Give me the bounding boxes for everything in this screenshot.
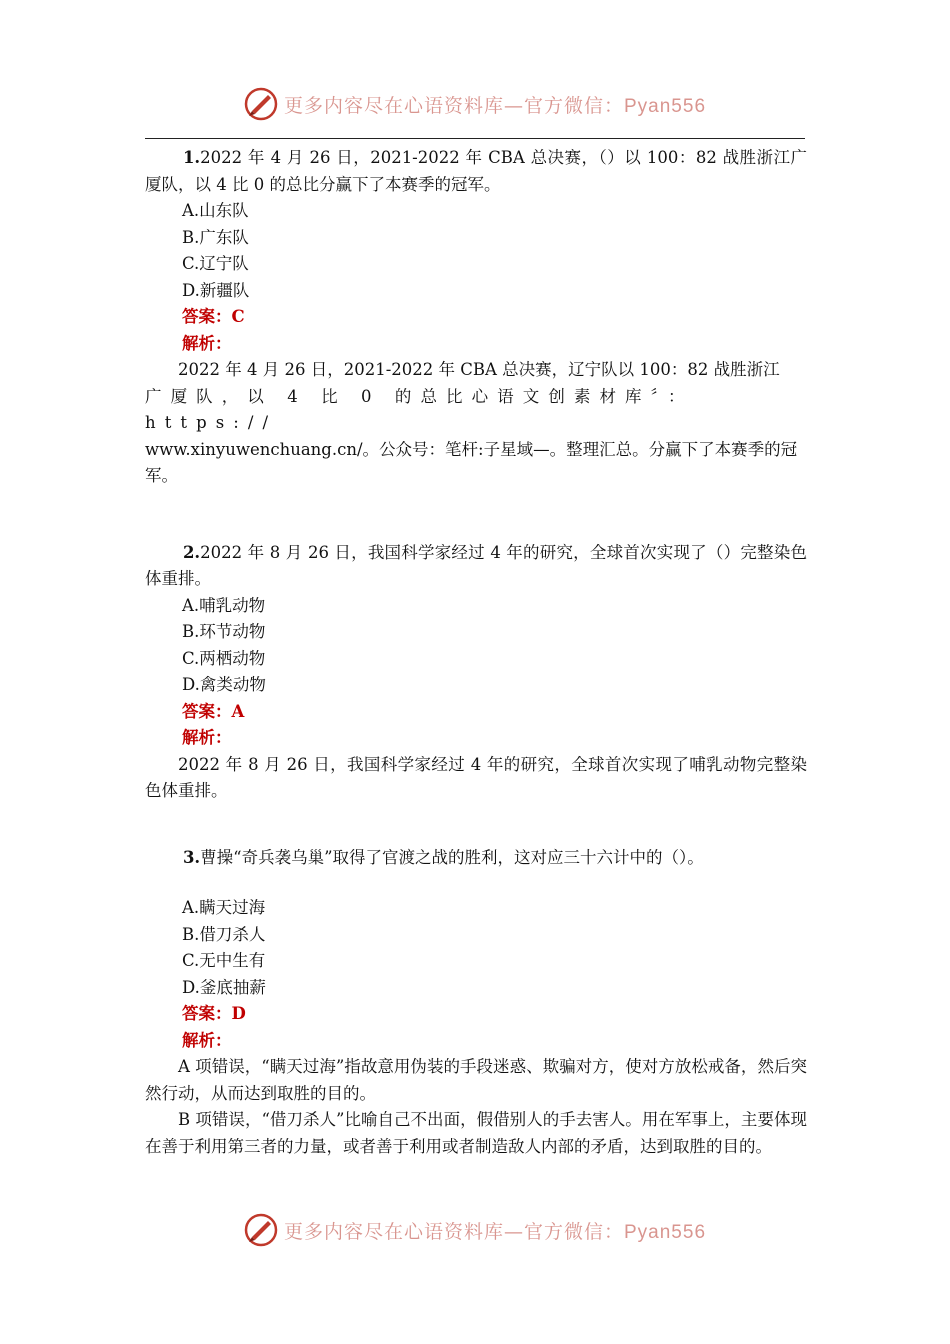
option-b: B.环节动物	[182, 622, 266, 641]
option-c: C.两栖动物	[182, 648, 266, 668]
banner-text: 更多内容尽在心语资料库—官方微信：Pyan556	[283, 1220, 707, 1243]
option-a: A.山东队	[182, 201, 249, 220]
answer: 答案：C	[182, 307, 245, 326]
analysis-label: 解析：	[182, 333, 232, 353]
question-number: 1.	[182, 148, 201, 167]
analysis-line: 2022 年 8 月 26 日，我国科学家经过 4 年的研究，全球首次实现了哺乳动物完整染色体重排。	[145, 754, 807, 800]
question-stem: 1.2022 年 4 月 26 日，2021-2022 年 CBA 总决赛，（）以 100：82 战胜浙江广厦队，以 4 比 0 的总比分赢下了本赛季的冠军。	[145, 148, 807, 194]
pen-logo-icon	[244, 1213, 278, 1247]
option-b: B.广东队	[182, 227, 249, 247]
document-body	[145, 145, 807, 1160]
footer-banner	[0, 1210, 950, 1250]
analysis-line: 广厦队，以 4 比 0 的总比心语文创素材库〞：https://	[145, 386, 694, 432]
banner-wechat-id: Pyan556	[624, 95, 707, 117]
header-banner	[0, 84, 950, 124]
option-d: D.新疆队	[182, 280, 250, 300]
banner-text: 更多内容尽在心语资料库—官方微信：Pyan556	[283, 94, 707, 117]
question-stem: 3.曹操“奇兵袭乌巢”取得了官渡之战的胜利，这对应三十六计中的（）。	[182, 847, 704, 867]
question-block	[145, 145, 807, 490]
option-a: A.瞒天过海	[182, 898, 266, 917]
question-block	[145, 845, 807, 1161]
pen-logo-icon	[244, 87, 278, 121]
banner-wechat-id: Pyan556	[624, 1221, 707, 1243]
analysis-label: 解析：	[182, 1030, 232, 1050]
question-block	[145, 540, 807, 805]
answer: 答案：D	[182, 1004, 246, 1023]
header-rule	[145, 138, 805, 139]
question-number: 3.	[182, 847, 201, 867]
analysis-line: A 项错误，“瞒天过海”指故意用伪装的手段迷惑、欺骗对方，使对方放松戒备，然后突然行动，从而达到取胜的目的。	[145, 1057, 807, 1103]
option-c: C.辽宁队	[182, 254, 249, 273]
analysis-line: 2022 年 4 月 26 日，2021-2022 年 CBA 总决赛，辽宁队以 100：82 战胜浙江	[178, 360, 780, 379]
answer: 答案：A	[182, 701, 245, 721]
analysis-line: www.xinyuwenchuang.cn/。公众号：笔杆:子星域—。整理汇总。分赢下了本赛季的冠军。	[145, 439, 798, 485]
analysis-label: 解析：	[182, 728, 232, 747]
option-c: C.无中生有	[182, 951, 266, 970]
question-number: 2.	[182, 542, 201, 562]
option-a: A.哺乳动物	[182, 595, 266, 615]
option-b: B.借刀杀人	[182, 924, 266, 944]
question-stem: 2.2022 年 8 月 26 日，我国科学家经过 4 年的研究，全球首次实现了（）完整染色体重排。	[145, 542, 807, 588]
option-d: D.釜底抽薪	[182, 977, 266, 997]
analysis-line: B 项错误，“借刀杀人”比喻自己不出面，假借别人的手去害人。用在军事上，主要体现在善于利用第三者的力量，或者善于利用或者制造敌人内部的矛盾，达到取胜的目的。	[145, 1110, 807, 1156]
option-d: D.禽类动物	[182, 675, 266, 694]
